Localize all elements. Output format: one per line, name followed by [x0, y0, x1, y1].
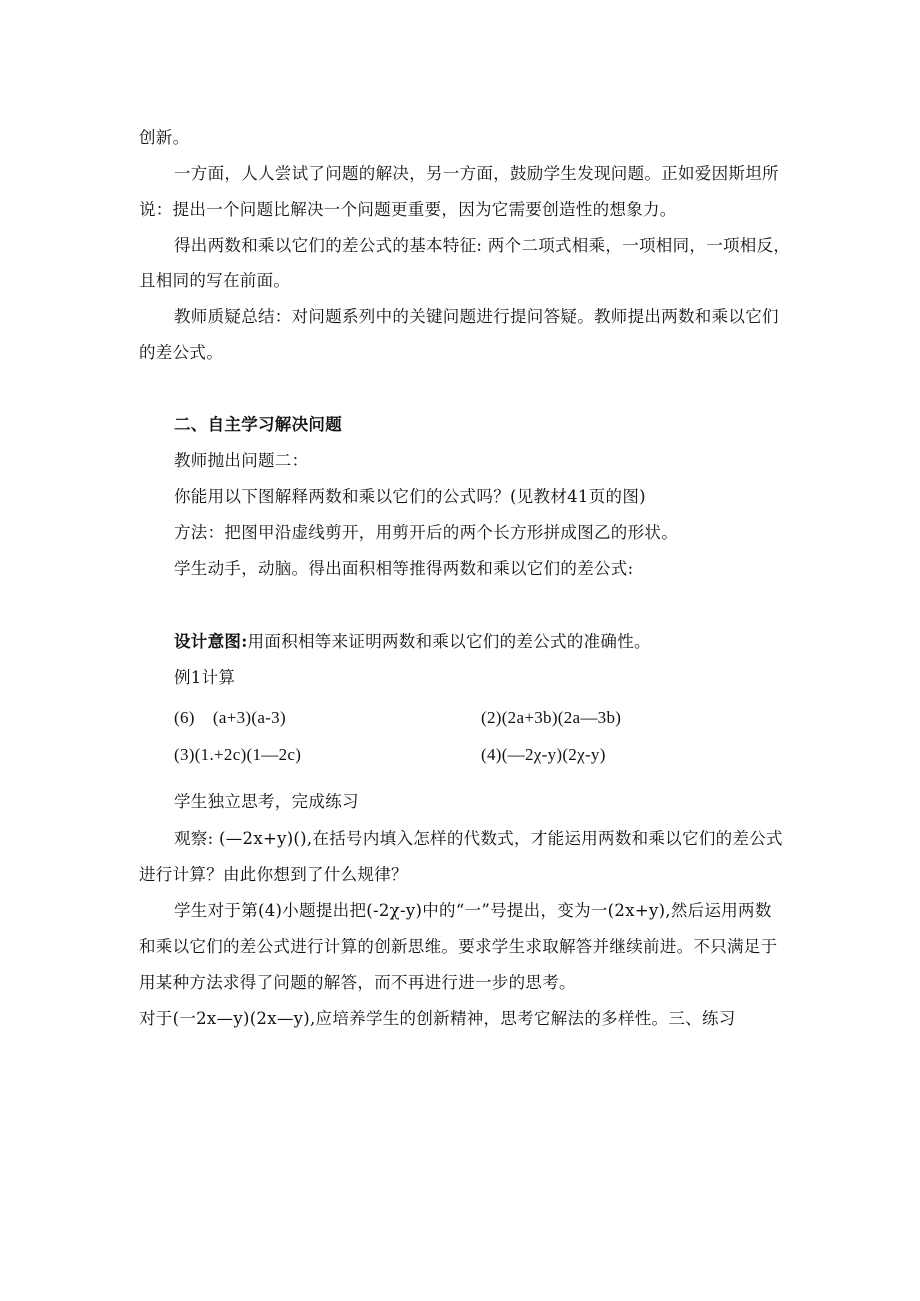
paragraph-line: 你能用以下图解释两数和乘以它们的公式吗？(见教材41页的图): [174, 487, 646, 506]
paragraph-line: 学生对于第(4)小题提出把(-2χ-y)中的“一”号提出，变为一(2x+y),然后运用两数: [174, 901, 772, 920]
paragraph-line: 得出两数和乘以它们的差公式的基本特征: 两个二项式相乘，一项相同，一项相反，: [174, 236, 791, 255]
paragraph-line: 对于(一2x—y)(2x—y),应培养学生的创新精神，思考它解法的多样性。三、练习: [139, 1009, 736, 1028]
paragraph-line: 观察: (—2x+y)(),在括号内填入怎样的代数式，才能运用两数和乘以它们的差公式: [174, 829, 783, 848]
paragraph-line: 教师质疑总结：对问题系列中的关键问题进行提问答疑。教师提出两数和乘以它们: [174, 307, 779, 326]
paragraph-line: 学生独立思考，完成练习: [174, 792, 359, 811]
paragraph-line: 说：提出一个问题比解决一个问题更重要，因为它需要创造性的想象力。: [139, 200, 677, 219]
design-intent-line: [174, 631, 651, 653]
paragraph-line: 和乘以它们的差公式进行计算的创新思维。要求学生求取解答并继续前进。不只满足于: [139, 937, 778, 956]
paragraph-line: 且相同的写在前面。: [139, 271, 291, 290]
paragraph-line: 进行计算？由此你想到了什么规律？: [139, 865, 408, 884]
example-item: (2)(2a+3b)(2a—3b): [481, 708, 622, 727]
design-intent-text: 用面积相等来证明两数和乘以它们的差公式的准确性。: [247, 632, 651, 651]
paragraph-line: 用某种方法求得了问题的解答，而不再进行进一步的思考。: [139, 973, 576, 992]
paragraph-line: 一方面，人人尝试了问题的解决，另一方面，鼓励学生发现问题。正如爱因斯坦所: [174, 164, 779, 183]
example-item: (3)(1.+2c)(1—2c): [174, 745, 302, 764]
section-heading: 二、自主学习解决问题: [174, 415, 342, 434]
paragraph-line: 教师抛出问题二：: [174, 451, 309, 470]
design-intent-label: 设计意图:: [174, 632, 248, 651]
example-item: (4)(—2χ-y)(2χ-y): [481, 745, 606, 764]
example-heading: 例1计算: [174, 668, 236, 687]
paragraph-line: 创新。: [139, 128, 190, 147]
paragraph-line: 学生动手，动脑。得出面积相等推得两数和乘以它们的差公式:: [174, 559, 634, 578]
paragraph-line: 方法：把图甲沿虚线剪开，用剪开后的两个长方形拼成图乙的形状。: [174, 523, 678, 542]
example-item: (6) (a+3)(a-3): [174, 708, 286, 727]
paragraph-line: 的差公式。: [139, 343, 223, 362]
